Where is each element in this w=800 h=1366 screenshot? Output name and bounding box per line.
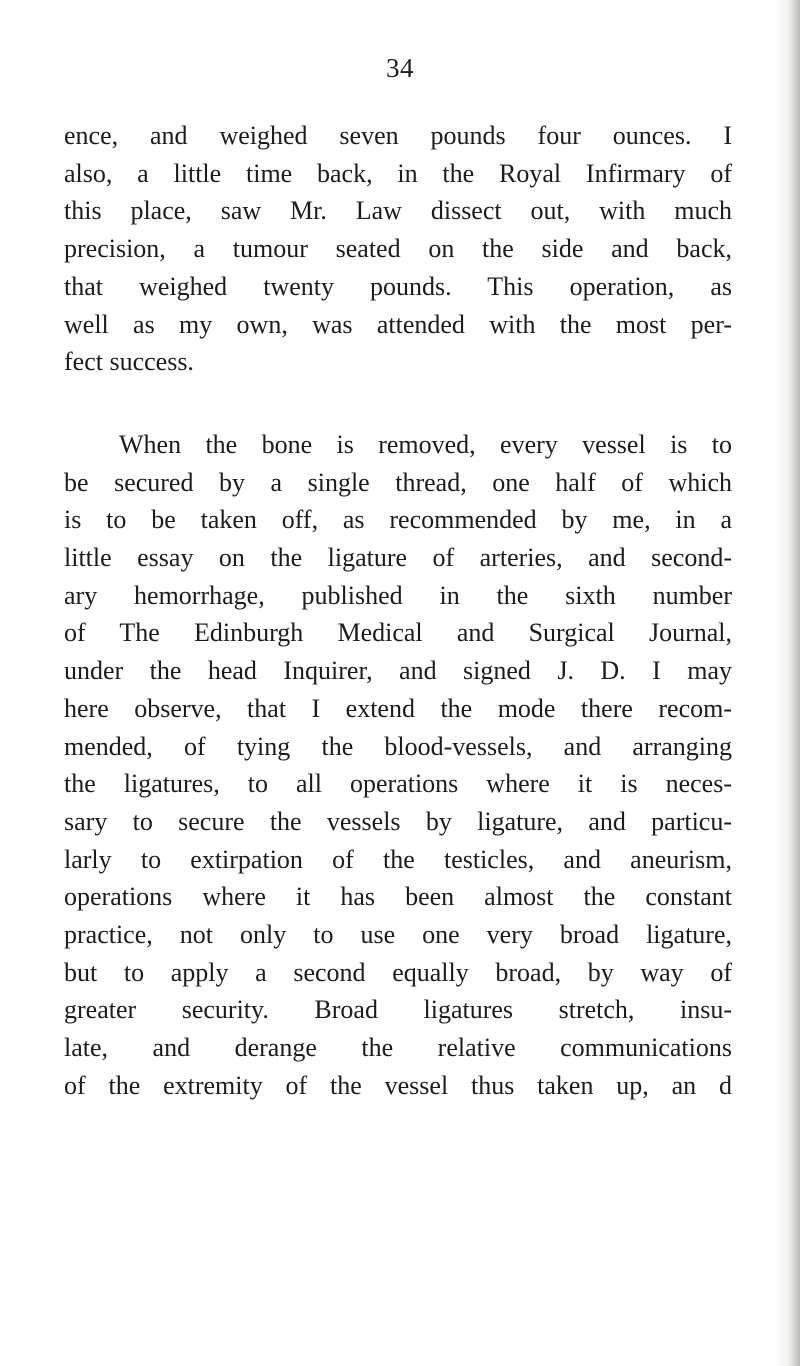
text-line: fect success. xyxy=(64,347,194,377)
body-text xyxy=(64,117,732,1105)
text-line: sary to secure the vessels by ligature, and particu- xyxy=(64,806,732,836)
text-line: also, a little time back, in the Royal Infirmary of xyxy=(64,158,732,188)
text-line: that weighed twenty pounds. This operation, as xyxy=(64,271,732,301)
text-line: this place, saw Mr. Law dissect out, with much xyxy=(64,196,732,226)
text-line: of the extremity of the vessel thus taken up, an d xyxy=(64,1070,732,1100)
paragraph-1 xyxy=(64,117,732,381)
text-line: here observe, that I extend the mode there recom- xyxy=(64,693,732,723)
text-line: mended, of tying the blood-vessels, and arranging xyxy=(64,731,732,761)
text-line: late, and derange the relative communications xyxy=(64,1033,732,1063)
text-line: ence, and weighed seven pounds four ounces. I xyxy=(64,121,732,150)
text-line: of The Edinburgh Medical and Surgical Journal, xyxy=(64,618,732,648)
text-line: precision, a tumour seated on the side and back, xyxy=(64,234,732,264)
text-line: be secured by a single thread, one half of which xyxy=(64,467,732,497)
page-number: 34 xyxy=(386,53,414,83)
page-edge-shadow xyxy=(774,0,800,1366)
text-line: well as my own, was attended with the most per- xyxy=(64,309,732,339)
text-line: greater security. Broad ligatures stretch, insu- xyxy=(64,995,732,1025)
text-line: When the bone is removed, every vessel is to xyxy=(119,429,732,459)
text-line: the ligatures, to all operations where it is neces- xyxy=(64,769,732,799)
text-line: little essay on the ligature of arteries, and second- xyxy=(64,543,732,573)
text-line: but to apply a second equally broad, by way of xyxy=(64,957,732,987)
text-line: is to be taken off, as recommended by me, in a xyxy=(64,505,732,535)
paragraph-2 xyxy=(64,426,732,1105)
text-line: operations where it has been almost the constant xyxy=(64,882,732,912)
text-line: practice, not only to use one very broad ligature, xyxy=(64,920,732,950)
text-line: under the head Inquirer, and signed J. D. I may xyxy=(64,656,732,686)
text-line: ary hemorrhage, published in the sixth number xyxy=(64,580,732,610)
text-line: larly to extirpation of the testicles, and aneurism, xyxy=(64,844,732,874)
